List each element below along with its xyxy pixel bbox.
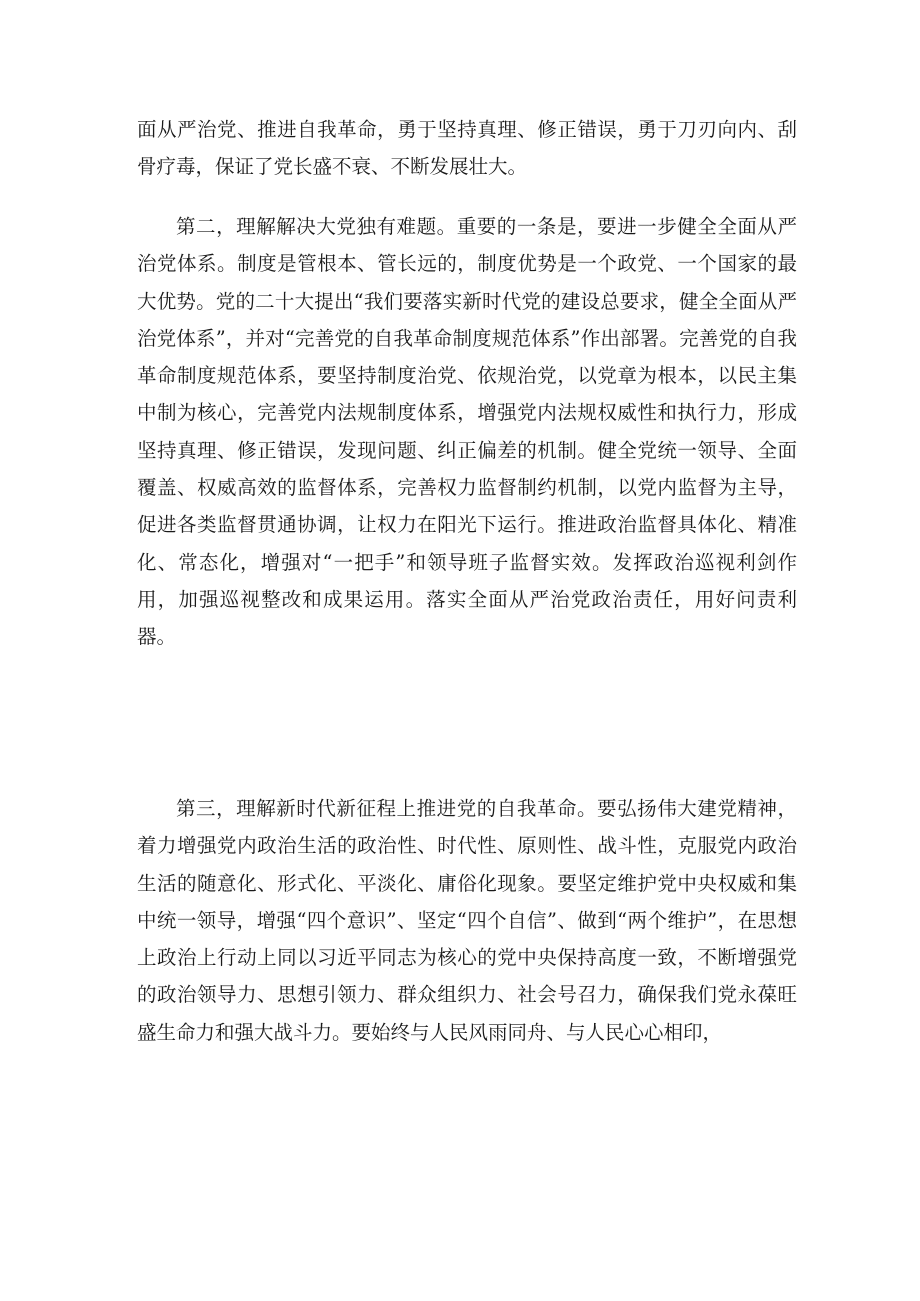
paragraph-continuation (137, 111, 797, 186)
paragraph-text: 第三，理解新时代新征程上推进党的自我革命。要弘扬伟大建党精神，着力增强党内政治生活的政治性、时代性、原则性、战斗性，克服党内政治生活的随意化、形式化、平淡化、庸俗化现象。要坚定维护党中央权威和集中统一领导，增强“四个意识”、坚定“四个自信”、做到“两个维护”，在思想上政治上行动上同以习近平同志为核心的党中央保持高度一致，不断增强党的政治领导力、思想引领力、群众组织力、社会号召力，确保我们党永葆旺盛生命力和强大战斗力。要始终与人民风雨同舟、与人民心心相印， (137, 797, 797, 1044)
paragraph-third-point (137, 790, 797, 1051)
paragraph-text: 第二，理解解决大党独有难题。重要的一条是，要进一步健全全面从严治党体系。制度是管根本、管长远的，制度优势是一个政党、一个国家的最大优势。党的二十大提出“我们要落实新时代党的建设总要求，健全全面从严治党体系”，并对“完善党的自我革命制度规范体系”作出部署。完善党的自我革命制度规范体系，要坚持制度治党、依规治党，以党章为根本，以民主集中制为核心，完善党内法规制度体系，增强党内法规权威性和执行力，形成坚持真理、修正错误，发现问题、纠正偏差的机制。健全党统一领导、全面覆盖、权威高效的监督体系，完善权力监督制约机制，以党内监督为主导，促进各类监督贯通协调，让权力在阳光下运行。推进政治监督具体化、精准化、常态化，增强对“一把手”和领导班子监督实效。发挥政治巡视利剑作用，加强巡视整改和成果运用。落实全面从严治党政治责任，用好问责利器。 (137, 215, 797, 649)
paragraph-second-point (137, 208, 797, 656)
paragraph-text: 面从严治党、推进自我革命，勇于坚持真理、修正错误，勇于刀刃向内、刮骨疗毒，保证了党长盛不衰、不断发展壮大。 (137, 118, 797, 179)
